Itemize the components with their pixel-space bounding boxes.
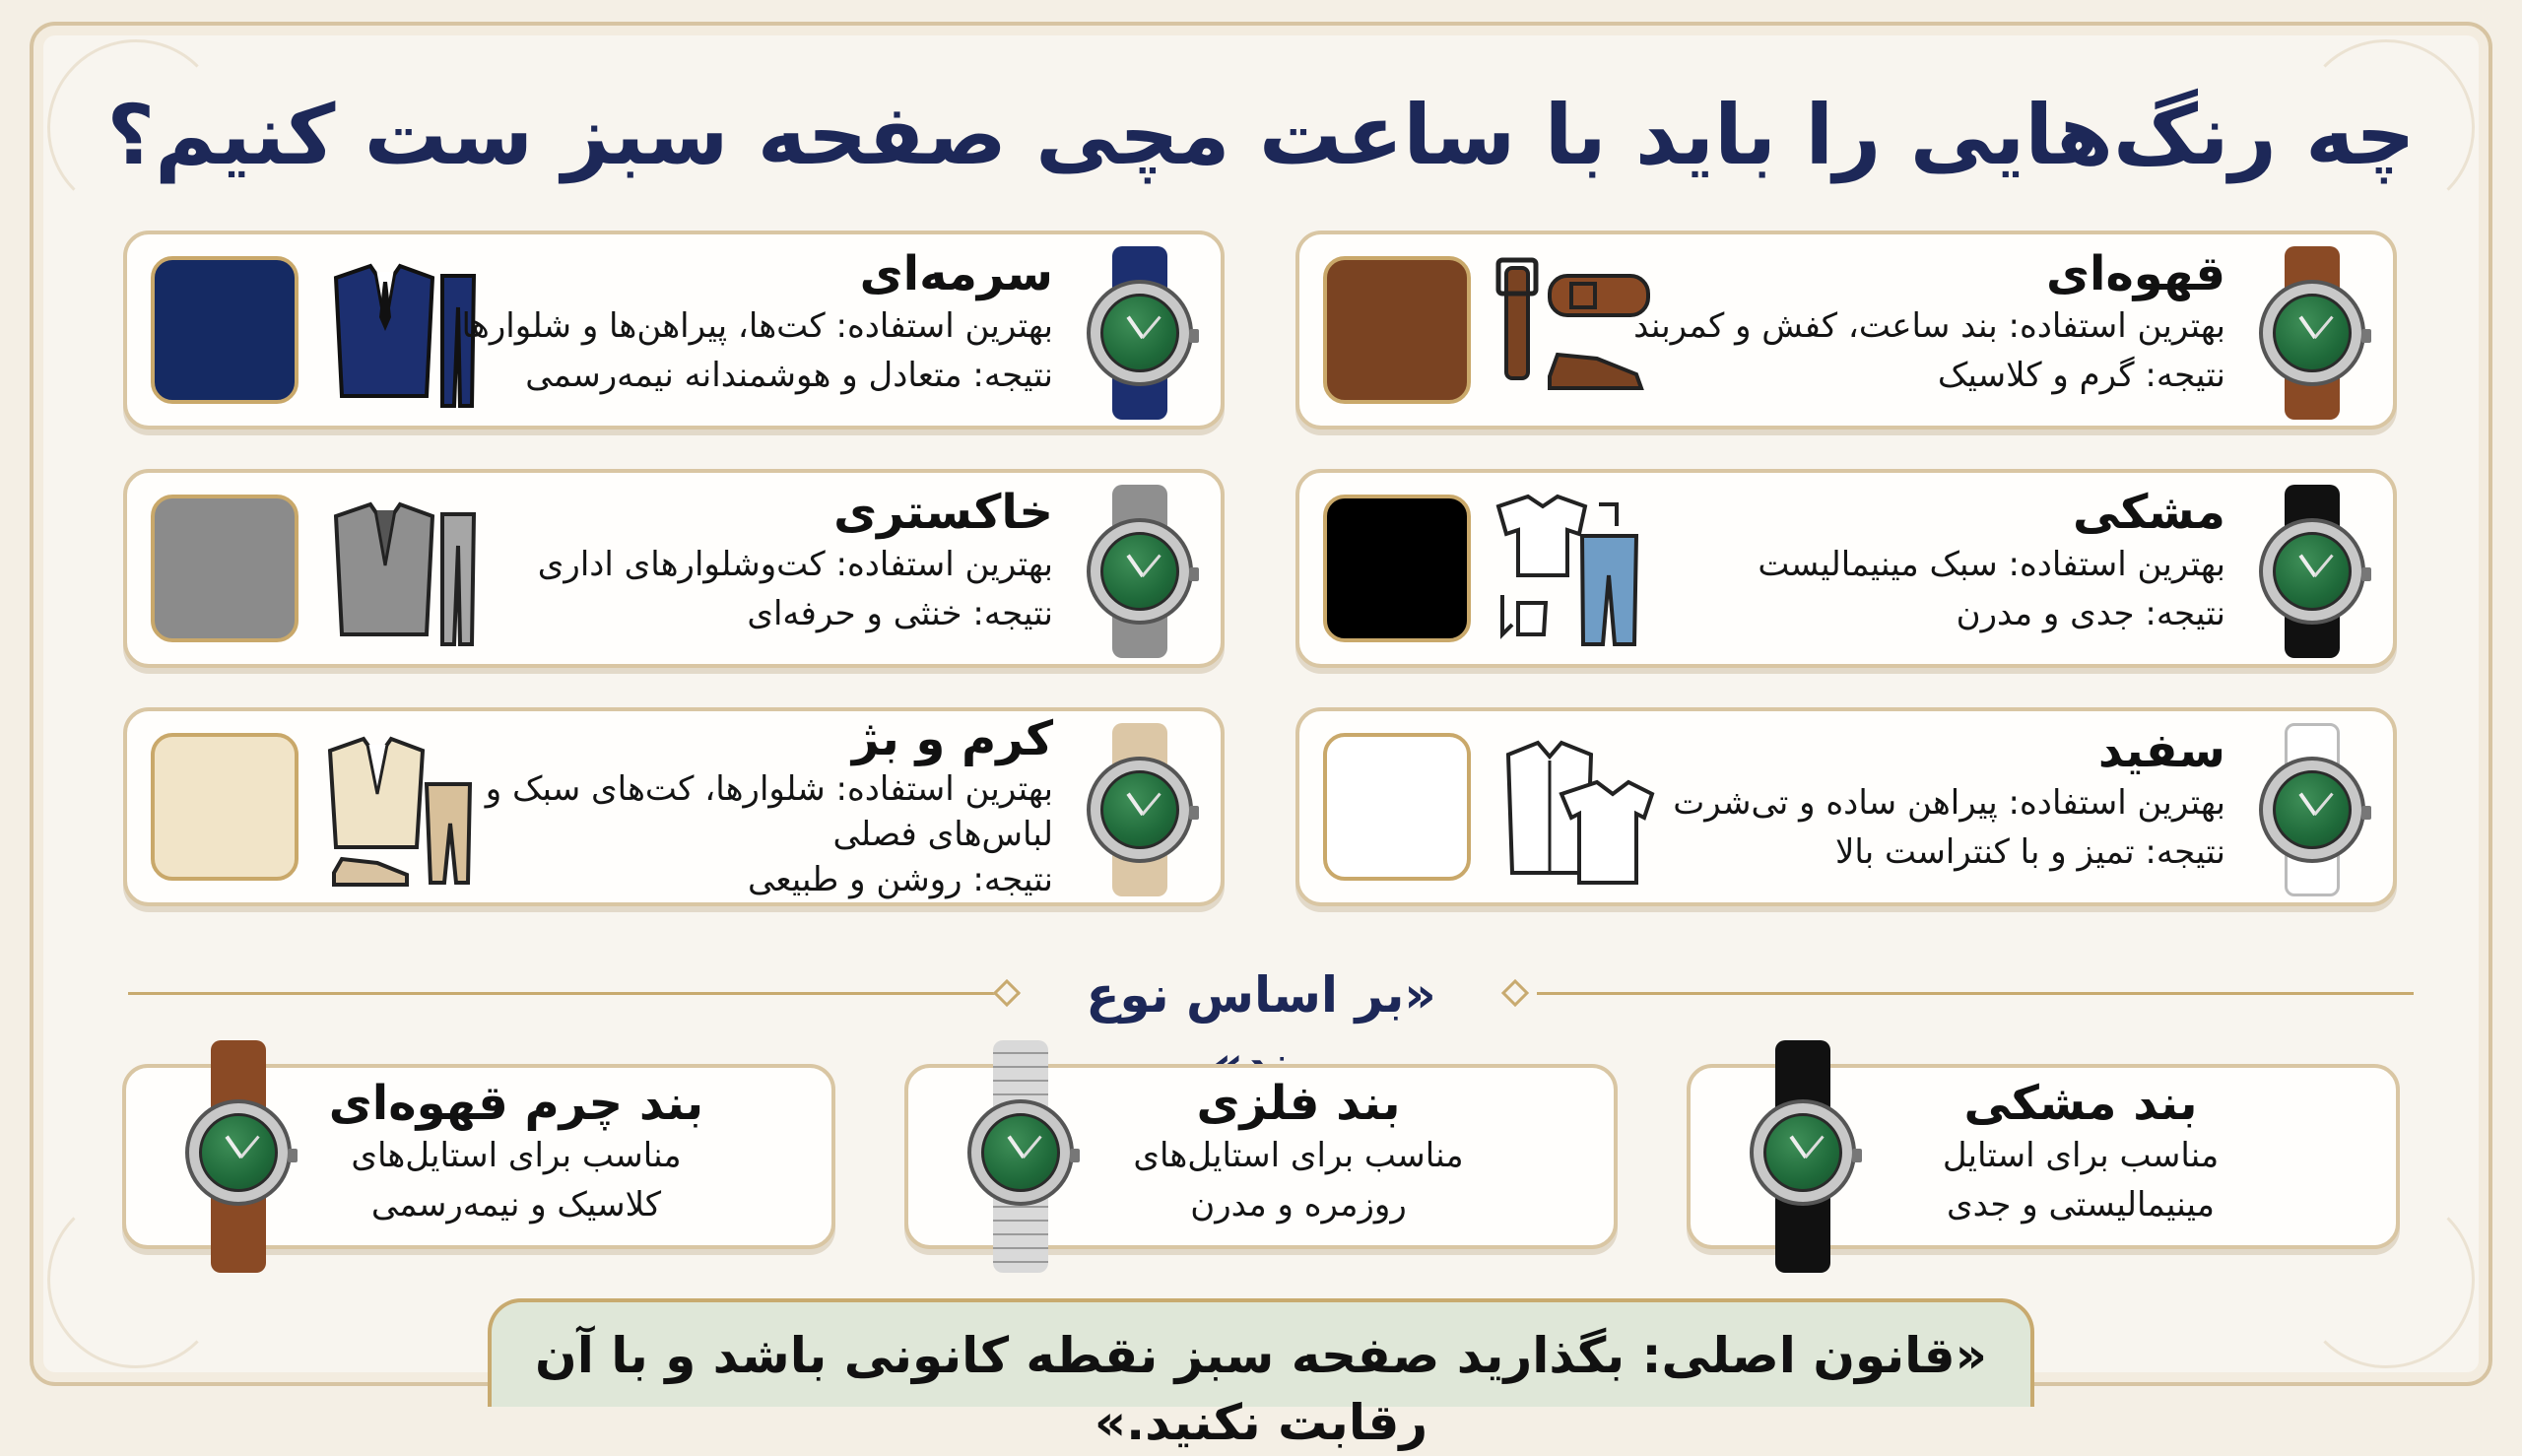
color-swatch xyxy=(1323,733,1471,881)
strap-title: بند فلزی xyxy=(1196,1076,1401,1131)
strap-title: بند مشکی xyxy=(1963,1076,2198,1131)
color-name: قهوه‌ای xyxy=(2046,246,2225,301)
metal-bracelet-watch-icon xyxy=(962,1040,1080,1273)
page-title: چه رنگ‌هایی را باید با ساعت مچی صفحه سبز ست کنیم؟ xyxy=(106,87,2416,183)
color-swatch xyxy=(151,733,299,881)
section-title: «بر اساس نوع xyxy=(1086,966,1436,1024)
best-use-text: بهترین استفاده: کت‌وشلوارهای اداری xyxy=(537,545,1053,584)
strap-line: روزمره و مدرن xyxy=(1190,1185,1407,1224)
strap-card xyxy=(122,1064,835,1249)
best-use-text: بهترین استفاده: شلوارها، کت‌های سبک و xyxy=(485,769,1053,809)
green-dial-watch-icon xyxy=(1081,723,1199,896)
strap-line: مناسب برای استایل xyxy=(1942,1136,2220,1175)
strap-card xyxy=(904,1064,1618,1249)
best-use-text: بهترین استفاده: پیراهن ساده و تی‌شرت xyxy=(1673,783,2225,823)
result-text: نتیجه: خنثی و حرفه‌ای xyxy=(747,594,1053,633)
main-rule-text: «قانون اصلی: بگذارید صفحه سبز نقطه کانونی باشد و با آن رقابت نکنید.» xyxy=(535,1327,1987,1451)
best-use-text: بهترین استفاده: بند ساعت، کفش و کمربند xyxy=(1633,306,2225,346)
color-swatch xyxy=(1323,495,1471,642)
strap-card xyxy=(1687,1064,2400,1249)
green-dial-watch-icon xyxy=(1081,485,1199,658)
main-rule-banner xyxy=(488,1298,2034,1451)
green-dial-watch-icon xyxy=(2253,723,2371,896)
green-dial-watch-icon xyxy=(2253,246,2371,420)
brown-leather-watch-icon xyxy=(179,1040,298,1273)
result-text: نتیجه: گرم و کلاسیک xyxy=(1937,356,2225,395)
best-use-text-cont: لباس‌های فصلی xyxy=(832,815,1053,854)
best-use-text: بهترین استفاده: کت‌ها، پیراهن‌ها و شلوارها xyxy=(461,306,1053,346)
strap-title: بند چرم قهوه‌ای xyxy=(328,1076,704,1131)
color-card xyxy=(123,231,1225,430)
color-swatch xyxy=(1323,256,1471,404)
best-use-text: بهترین استفاده: سبک مینیمالیست xyxy=(1758,545,2225,584)
strap-line: مینیمالیستی و جدی xyxy=(1946,1185,2216,1224)
green-dial-watch-icon xyxy=(2253,485,2371,658)
color-swatch xyxy=(151,256,299,404)
section-divider xyxy=(1537,992,2414,995)
color-card xyxy=(1295,231,2397,430)
color-name: خاکستری xyxy=(833,485,1053,540)
color-card xyxy=(1295,469,2397,668)
strap-line: کلاسیک و نیمه‌رسمی xyxy=(370,1185,662,1224)
result-text: نتیجه: تمیز و با کنتراست بالا xyxy=(1834,832,2225,872)
color-card xyxy=(1295,707,2397,906)
color-name: مشکی xyxy=(2072,485,2225,540)
section-divider xyxy=(128,992,1020,995)
result-text: نتیجه: متعادل و هوشمندانه نیمه‌رسمی xyxy=(525,356,1053,395)
color-name: سفید xyxy=(2097,723,2225,778)
color-name: کرم و بژ xyxy=(851,711,1053,766)
color-card xyxy=(123,707,1225,906)
green-dial-watch-icon xyxy=(1081,246,1199,420)
color-card xyxy=(123,469,1225,668)
strap-line: مناسب برای استایل‌های xyxy=(1133,1136,1464,1175)
color-swatch xyxy=(151,495,299,642)
black-strap-watch-icon xyxy=(1744,1040,1862,1273)
color-name: سرمه‌ای xyxy=(859,246,1053,301)
result-text: نتیجه: جدی و مدرن xyxy=(1956,594,2225,633)
strap-line: مناسب برای استایل‌های xyxy=(351,1136,682,1175)
result-text: نتیجه: روشن و طبیعی xyxy=(748,860,1053,899)
